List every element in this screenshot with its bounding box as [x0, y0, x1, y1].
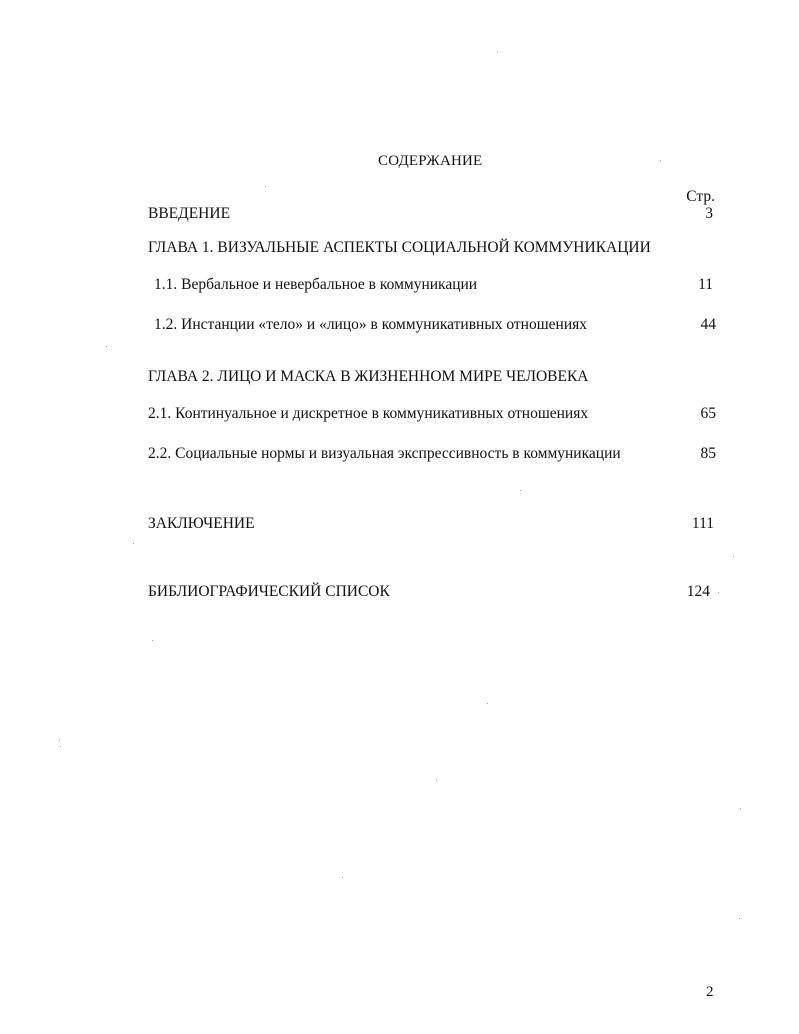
scan-speck [265, 186, 266, 187]
toc-entry-conclusion: ЗАКЛЮЧЕНИЕ [148, 515, 255, 532]
scan-speck [59, 740, 60, 741]
toc-page-conclusion: 111 [691, 515, 714, 532]
scan-speck [497, 52, 498, 53]
scan-speck [342, 877, 343, 878]
scan-speck [660, 160, 661, 161]
toc-page-bibliography: 124 [686, 583, 710, 600]
scan-speck [133, 543, 134, 544]
scan-speck [487, 703, 488, 704]
toc-page-introduction: 3 [705, 205, 713, 222]
page-number: 2 [706, 984, 714, 1000]
toc-entry-section-2-2: 2.2. Социальные нормы и визуальная экспрессивность в коммуникации [148, 445, 621, 462]
scan-speck [740, 808, 741, 809]
scan-speck [733, 556, 734, 557]
toc-entry-section-2-1: 2.1. Континуальное и дискретное в коммуникативных отношениях [148, 405, 589, 422]
toc-page-section-2-1: 65 [700, 405, 716, 422]
scan-speck [739, 918, 740, 919]
toc-page-section-1-1: 11 [698, 276, 713, 293]
toc-entry-section-1-1: 1.1. Вербальное и невербальное в коммуникации [154, 276, 478, 293]
toc-entry-chapter-2: ГЛАВА 2. ЛИЦО И МАСКА В ЖИЗНЕННОМ МИРЕ ЧЕЛОВЕКА [148, 368, 589, 385]
scan-speck [106, 346, 107, 347]
page-column-header: Стр. [686, 188, 715, 205]
toc-title: СОДЕРЖАНИЕ [378, 153, 483, 169]
scan-speck [60, 746, 61, 747]
toc-entry-introduction: ВВЕДЕНИЕ [148, 205, 231, 222]
toc-entry-section-1-2: 1.2. Инстанции «тело» и «лицо» в коммуникативных отношениях [154, 316, 588, 333]
toc-page-section-2-2: 85 [700, 445, 716, 462]
scan-speck [436, 780, 437, 781]
toc-entry-bibliography: БИБЛИОГРАФИЧЕСКИЙ СПИСОК [148, 583, 390, 600]
scan-speck [718, 592, 719, 593]
scan-speck [152, 640, 153, 641]
scan-speck [520, 490, 521, 491]
toc-entry-chapter-1: ГЛАВА 1. ВИЗУАЛЬНЫЕ АСПЕКТЫ СОЦИАЛЬНОЙ КОММУНИКАЦИИ [148, 239, 651, 256]
toc-page-section-1-2: 44 [700, 316, 716, 333]
